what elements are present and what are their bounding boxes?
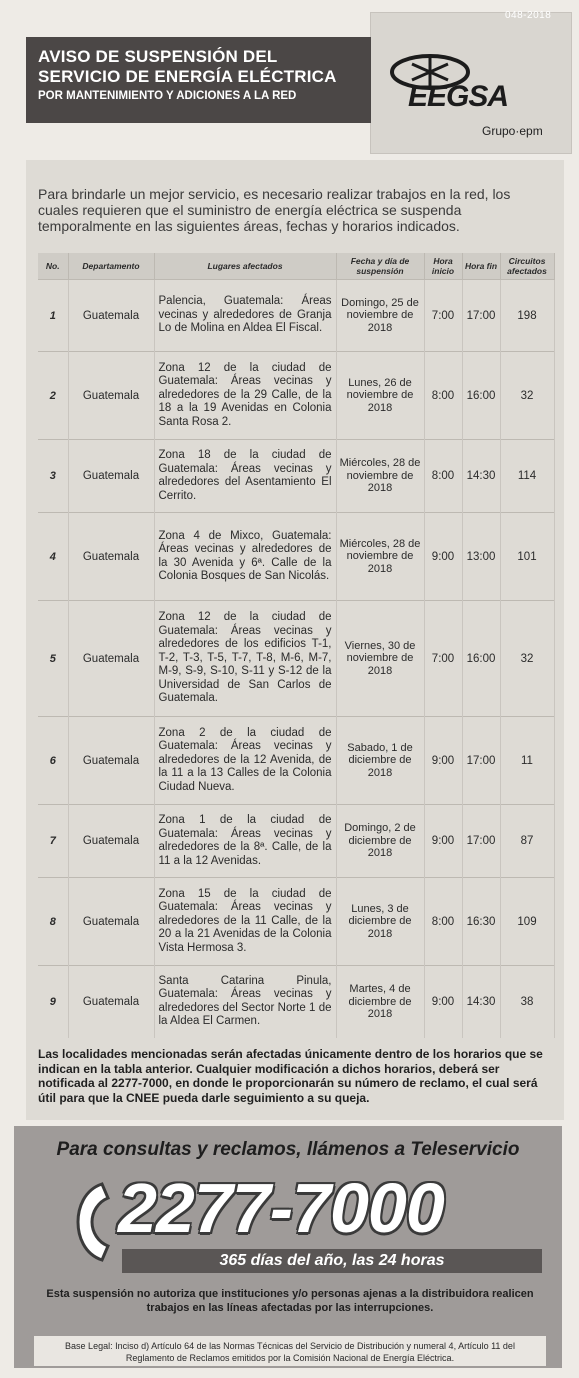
cell-circuits: 32	[500, 601, 554, 717]
cell-date: Sabado, 1 de diciembre de 2018	[336, 717, 424, 805]
cell-circuits: 38	[500, 966, 554, 1038]
cell-places: Zona 12 de la ciudad de Guatemala: Áreas vecinas y alrededores de la 29 Calle, de la 18 a la 19 Avenidas en Colonia Santa Rosa 2.	[154, 352, 336, 440]
cell-circuits: 101	[500, 513, 554, 601]
cell-places: Zona 2 de la ciudad de Guatemala: Áreas vecinas y alrededores de la 12 Avenida, de la 11 a la 13 Calles de la Colonia Ciudad Nueva.	[154, 717, 336, 805]
header-places: Lugares afectados	[154, 253, 336, 280]
cell-end: 17:00	[462, 280, 500, 352]
cell-end: 13:00	[462, 513, 500, 601]
cell-date: Miércoles, 28 de noviembre de 2018	[336, 513, 424, 601]
cell-no: 8	[38, 878, 68, 966]
table-row	[38, 966, 554, 1038]
brand-subtitle: Grupo·epm	[482, 124, 543, 138]
header-circuits: Circuitos afectados	[500, 253, 554, 280]
cell-start: 8:00	[424, 878, 462, 966]
header-end: Hora fin	[462, 253, 500, 280]
table-row	[38, 440, 554, 513]
cell-no: 1	[38, 280, 68, 352]
notice-paragraph: Las localidades mencionadas serán afectadas únicamente dentro de los horarios que se indican en la tabla anterior. Cualquier modificación a dichos horarios, deberá ser notificada al 2277-7000, en donde le proporcionarán su número de reclamo, el cual será útil para que la CNEE pueda darle seguimiento a su queja.	[38, 1047, 543, 1105]
cell-circuits: 109	[500, 878, 554, 966]
title-banner	[26, 37, 371, 123]
cell-department: Guatemala	[68, 352, 154, 440]
cell-department: Guatemala	[68, 878, 154, 966]
cell-no: 3	[38, 440, 68, 513]
cell-date: Miércoles, 28 de noviembre de 2018	[336, 440, 424, 513]
cell-start: 9:00	[424, 717, 462, 805]
cell-no: 5	[38, 601, 68, 717]
cell-department: Guatemala	[68, 513, 154, 601]
table-row	[38, 352, 554, 440]
cell-end: 16:00	[462, 352, 500, 440]
cell-places: Zona 1 de la ciudad de Guatemala: Áreas vecinas y alrededores de la 8ª. Calle, de la 11 a la 12 Avenidas.	[154, 805, 336, 878]
cell-date: Domingo, 25 de noviembre de 2018	[336, 280, 424, 352]
cell-department: Guatemala	[68, 440, 154, 513]
cell-circuits: 87	[500, 805, 554, 878]
table-row	[38, 513, 554, 601]
cell-start: 8:00	[424, 440, 462, 513]
table-row	[38, 878, 554, 966]
table-row	[38, 717, 554, 805]
cell-circuits: 114	[500, 440, 554, 513]
intro-paragraph: Para brindarle un mejor servicio, es necesario realizar trabajos en la red, los cuales requieren que el suministro de energía eléctrica se suspenda temporalmente en las siguientes áreas, fechas y horarios indicados.	[38, 186, 511, 234]
cell-start: 7:00	[424, 280, 462, 352]
table-row	[38, 805, 554, 878]
table-header-row	[38, 253, 554, 280]
phone-number: 2277-7000	[118, 1169, 444, 1247]
cell-start: 7:00	[424, 601, 462, 717]
cell-start: 9:00	[424, 513, 462, 601]
brand-name: EEGSA	[408, 80, 509, 113]
cell-start: 9:00	[424, 966, 462, 1038]
cell-end: 16:00	[462, 601, 500, 717]
cell-no: 6	[38, 717, 68, 805]
cell-end: 17:00	[462, 717, 500, 805]
header-date: Fecha y día de suspensión	[336, 253, 424, 280]
cell-date: Viernes, 30 de noviembre de 2018	[336, 601, 424, 717]
cell-date: Lunes, 3 de diciembre de 2018	[336, 878, 424, 966]
cell-end: 14:30	[462, 440, 500, 513]
cell-circuits: 32	[500, 352, 554, 440]
hours-bar: 365 días del año, las 24 horas	[122, 1249, 542, 1273]
cell-department: Guatemala	[68, 966, 154, 1038]
cell-no: 2	[38, 352, 68, 440]
cell-end: 14:30	[462, 966, 500, 1038]
cell-date: Lunes, 26 de noviembre de 2018	[336, 352, 424, 440]
cell-department: Guatemala	[68, 280, 154, 352]
cell-no: 9	[38, 966, 68, 1038]
cell-places: Zona 12 de la ciudad de Guatemala: Áreas vecinas y alrededores de los edificios T-1, T-2, T-3, T-5, T-7, T-8, M-6, M-7, M-9, S-9, S-10, S-11 y S-12 de la Universidad de San Carlos de Guatemala.	[154, 601, 336, 717]
cell-places: Zona 4 de Mixco, Guatemala: Áreas vecinas y alrededores de la 30 Avenida y 6ª. Calle de la Colonia Bosques de San Nicolás.	[154, 513, 336, 601]
cell-department: Guatemala	[68, 601, 154, 717]
phone-icon	[72, 1180, 114, 1264]
title-line-1: AVISO DE SUSPENSIÓN DEL	[38, 47, 278, 66]
header-department: Departamento	[68, 253, 154, 280]
table-row	[38, 601, 554, 717]
cell-no: 7	[38, 805, 68, 878]
cell-department: Guatemala	[68, 805, 154, 878]
cell-places: Zona 18 de la ciudad de Guatemala: Áreas vecinas y alrededores del Asentamiento El Cerrito.	[154, 440, 336, 513]
header-no: No.	[38, 253, 68, 280]
cell-date: Domingo, 2 de diciembre de 2018	[336, 805, 424, 878]
cell-start: 8:00	[424, 352, 462, 440]
cell-end: 16:30	[462, 878, 500, 966]
cell-start: 9:00	[424, 805, 462, 878]
cell-no: 4	[38, 513, 68, 601]
cell-places: Palencia, Guatemala: Áreas vecinas y alrededores de Granja Lo de Molina en Aldea El Fiscal.	[154, 280, 336, 352]
cell-circuits: 11	[500, 717, 554, 805]
suspension-table	[38, 253, 555, 1038]
cell-circuits: 198	[500, 280, 554, 352]
disclaimer: Esta suspensión no autoriza que instituciones y/o personas ajenas a la distribuidora realicen trabajos en las líneas afectadas por las interrupciones.	[46, 1288, 534, 1314]
header-start: Hora inicio	[424, 253, 462, 280]
cell-date: Martes, 4 de diciembre de 2018	[336, 966, 424, 1038]
legal-basis: Base Legal: Inciso d) Artículo 64 de las Normas Técnicas del Servicio de Distribución y numeral 4, Artículo 11 del Reglamento de Reclamos emitidos por la Comisión Nacional de Energía Eléctrica.	[34, 1336, 546, 1366]
table-row	[38, 280, 554, 352]
cell-department: Guatemala	[68, 717, 154, 805]
contact-title: Para consultas y reclamos, llámenos a Teleservicio	[56, 1139, 520, 1160]
cell-end: 17:00	[462, 805, 500, 878]
cell-places: Zona 15 de la ciudad de Guatemala: Áreas vecinas y alrededores de la 11 Calle, de la 20 a la 21 Avenidas de la Colonia Vista Hermosa 3.	[154, 878, 336, 966]
subtitle: POR MANTENIMIENTO Y ADICIONES A LA RED	[38, 90, 297, 102]
cell-places: Santa Catarina Pinula, Guatemala: Áreas vecinas y alrededores del Sector Norte 1 de la Aldea El Carmen.	[154, 966, 336, 1038]
notice-code: 048-2018	[505, 10, 552, 21]
title-line-2: SERVICIO DE ENERGÍA ELÉCTRICA	[38, 67, 337, 86]
